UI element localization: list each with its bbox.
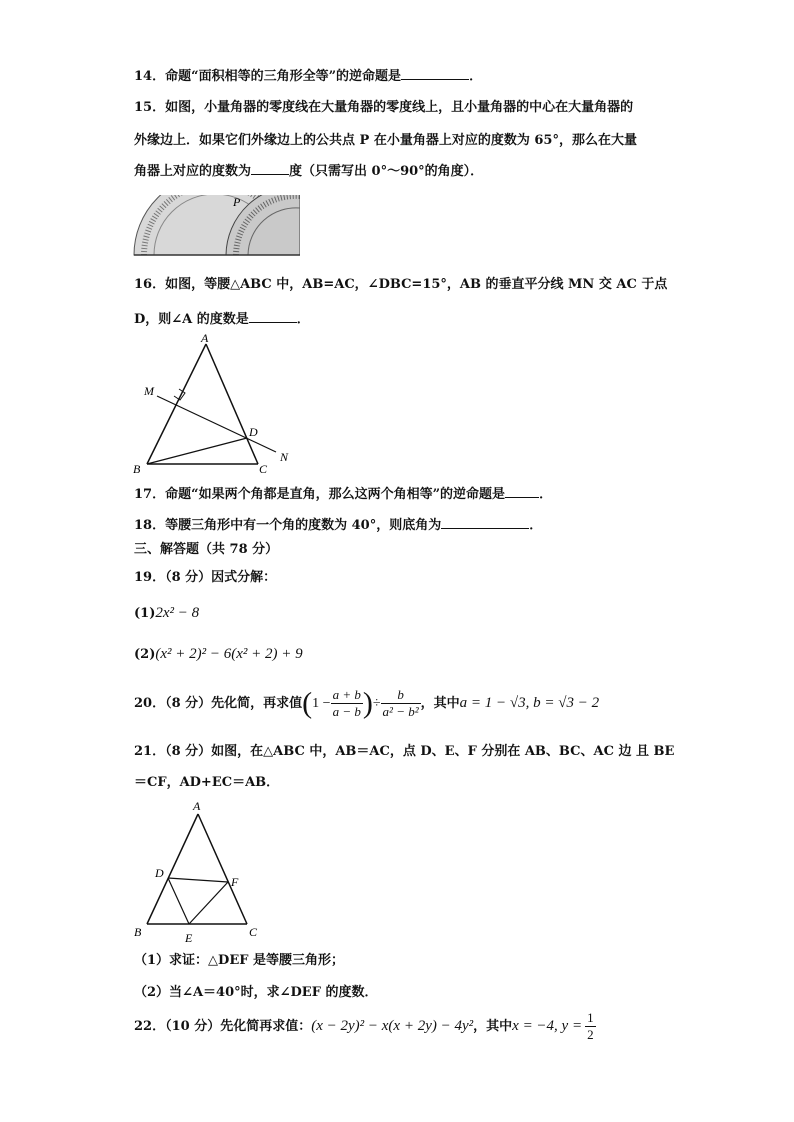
- segment-bd: [147, 438, 247, 464]
- q14-number: 14．: [134, 69, 166, 84]
- q15-text-1: 如图，小量角器的零度线在大量角器的零度线上，且小量角器的中心在大量角器的: [165, 100, 634, 115]
- q16-number: 16．: [134, 277, 166, 292]
- section-3-heading: 三、解答题（共 78 分）: [134, 542, 279, 557]
- q16-line2: [134, 309, 310, 329]
- q16-text-2: D，则∠A 的度数是: [134, 312, 249, 327]
- q20-text: （8 分）先化简，再求值: [165, 696, 303, 711]
- q19-part2: [134, 645, 303, 664]
- q20-fraction-1-numerator: a + b: [332, 687, 361, 702]
- q21-sub2: （2）当∠A＝40°时，求∠DEF 的度数．: [134, 985, 378, 1000]
- side-ac: [198, 814, 247, 924]
- q14-text: 命题“面积相等的三角形全等”的逆命题是: [165, 69, 402, 84]
- q22-y-denominator: 2: [587, 1027, 594, 1042]
- q19-part1-label: (1): [134, 606, 156, 621]
- q19-text: （8 分）因式分解：: [165, 570, 277, 585]
- q19-part1: [134, 604, 199, 623]
- q20-where: ，其中: [420, 696, 460, 711]
- q22-y-fraction: [585, 1010, 596, 1043]
- q18-answer-blank[interactable]: [441, 515, 529, 529]
- side-ab: [147, 344, 206, 464]
- segment-df: [168, 878, 228, 882]
- q22-text: （10 分）先化简再求值：: [165, 1019, 312, 1034]
- q18-number: 18．: [134, 518, 166, 533]
- q20-fraction-2-numerator: b: [381, 687, 421, 704]
- q14-answer-blank[interactable]: [401, 66, 469, 80]
- q18-end: ．: [529, 518, 543, 533]
- q15-line2: [134, 132, 637, 150]
- q14-end: ．: [469, 69, 483, 84]
- q17-answer-blank[interactable]: [505, 484, 539, 498]
- q18-line: [134, 515, 542, 535]
- q15-line1: [134, 99, 633, 117]
- q20-right-paren: ): [362, 686, 373, 720]
- q19-part2-label: (2): [134, 647, 156, 662]
- q19-part2-expression: (x² + 2)² − 6(x² + 2) + 9: [155, 646, 303, 662]
- q17-end: ．: [539, 487, 553, 502]
- label-b: B: [134, 925, 142, 939]
- q21-line2: [134, 774, 279, 792]
- q20-fraction-1: [331, 687, 363, 720]
- q21-line1: [134, 743, 674, 761]
- q21-number: 21．: [134, 744, 166, 759]
- q16-text-1: 如图，等腰△ABC 中，AB=AC，∠DBC=15°，AB 的垂直平分线 MN 交 AC 于点: [165, 277, 668, 292]
- q17-line: [134, 484, 552, 504]
- label-a: A: [193, 799, 201, 813]
- q20-left-paren: (: [302, 686, 313, 720]
- label-e: E: [185, 931, 193, 945]
- q14-line: [134, 66, 482, 86]
- label-f: F: [231, 875, 239, 889]
- segment-de: [168, 878, 189, 924]
- q20-line: [134, 684, 599, 724]
- label-d: D: [249, 425, 258, 439]
- q22-expression: (x − 2y)² − x(x + 2y) − 4y²: [311, 1018, 474, 1034]
- q15-answer-blank[interactable]: [251, 161, 289, 175]
- segment-ef: [189, 882, 228, 924]
- q16-end: ．: [296, 312, 310, 327]
- q21-sub1: （1）求证：△DEF 是等腰三角形；: [134, 953, 344, 968]
- label-n: N: [280, 450, 289, 464]
- q22-number: 22．: [134, 1019, 166, 1034]
- q20-number: 20．: [134, 696, 166, 711]
- line-mn: [157, 396, 276, 452]
- q20-fraction-2: [381, 687, 421, 720]
- q22-where: ，其中: [473, 1019, 513, 1034]
- q20-fraction-1-denominator: a − b: [332, 704, 361, 719]
- q17-text: 命题“如果两个角都是直角，那么这两个角相等”的逆命题是: [165, 487, 506, 502]
- q17-number: 17．: [134, 487, 166, 502]
- q15-line3: [134, 161, 483, 181]
- q16-triangle-figure: [130, 330, 305, 475]
- label-d: D: [155, 866, 164, 880]
- q20-divide-sign: ÷: [372, 696, 381, 711]
- q20-expr-lead: 1 −: [312, 696, 331, 711]
- label-m: M: [144, 384, 154, 398]
- q22-line: [134, 1007, 596, 1047]
- label-c: C: [249, 925, 258, 939]
- q15-text-3b: 度（只需写出 0°～90°的角度）．: [289, 164, 484, 179]
- label-c: C: [259, 462, 268, 475]
- q20-fraction-2-denominator: a² − b²: [382, 704, 419, 719]
- q16-line1: [134, 276, 667, 294]
- side-ac: [206, 344, 258, 464]
- q21-triangle-figure: [130, 798, 270, 946]
- q15-text-2: 外缘边上．如果它们外缘边上的公共点 P 在小量角器上对应的度数为 65°，那么在大量: [134, 133, 637, 148]
- q22-condition: x = −4, y =: [512, 1018, 583, 1034]
- q22-y-numerator: 1: [587, 1010, 594, 1025]
- label-a: A: [201, 331, 209, 345]
- q19-line: [134, 569, 276, 587]
- label-b: B: [133, 462, 141, 475]
- q21-text-1: （8 分）如图，在△ABC 中，AB＝AC，点 D、E、F 分别在 AB、BC、AC 边 且 BE: [165, 744, 675, 759]
- q19-part1-expression: 2x² − 8: [155, 605, 200, 621]
- q18-text: 等腰三角形中有一个角的度数为 40°，则底角为: [165, 518, 442, 533]
- q15-text-3a: 角器上对应的度数为: [134, 164, 252, 179]
- q16-answer-blank[interactable]: [249, 309, 297, 323]
- q19-number: 19．: [134, 570, 166, 585]
- q15-protractor-figure: [132, 195, 300, 257]
- q21-text-2: ＝CF，AD+EC＝AB．: [134, 775, 280, 790]
- q20-condition: a = 1 − √3, b = √3 − 2: [459, 695, 600, 711]
- q15-number: 15．: [134, 100, 166, 115]
- point-p-label: P: [233, 195, 241, 209]
